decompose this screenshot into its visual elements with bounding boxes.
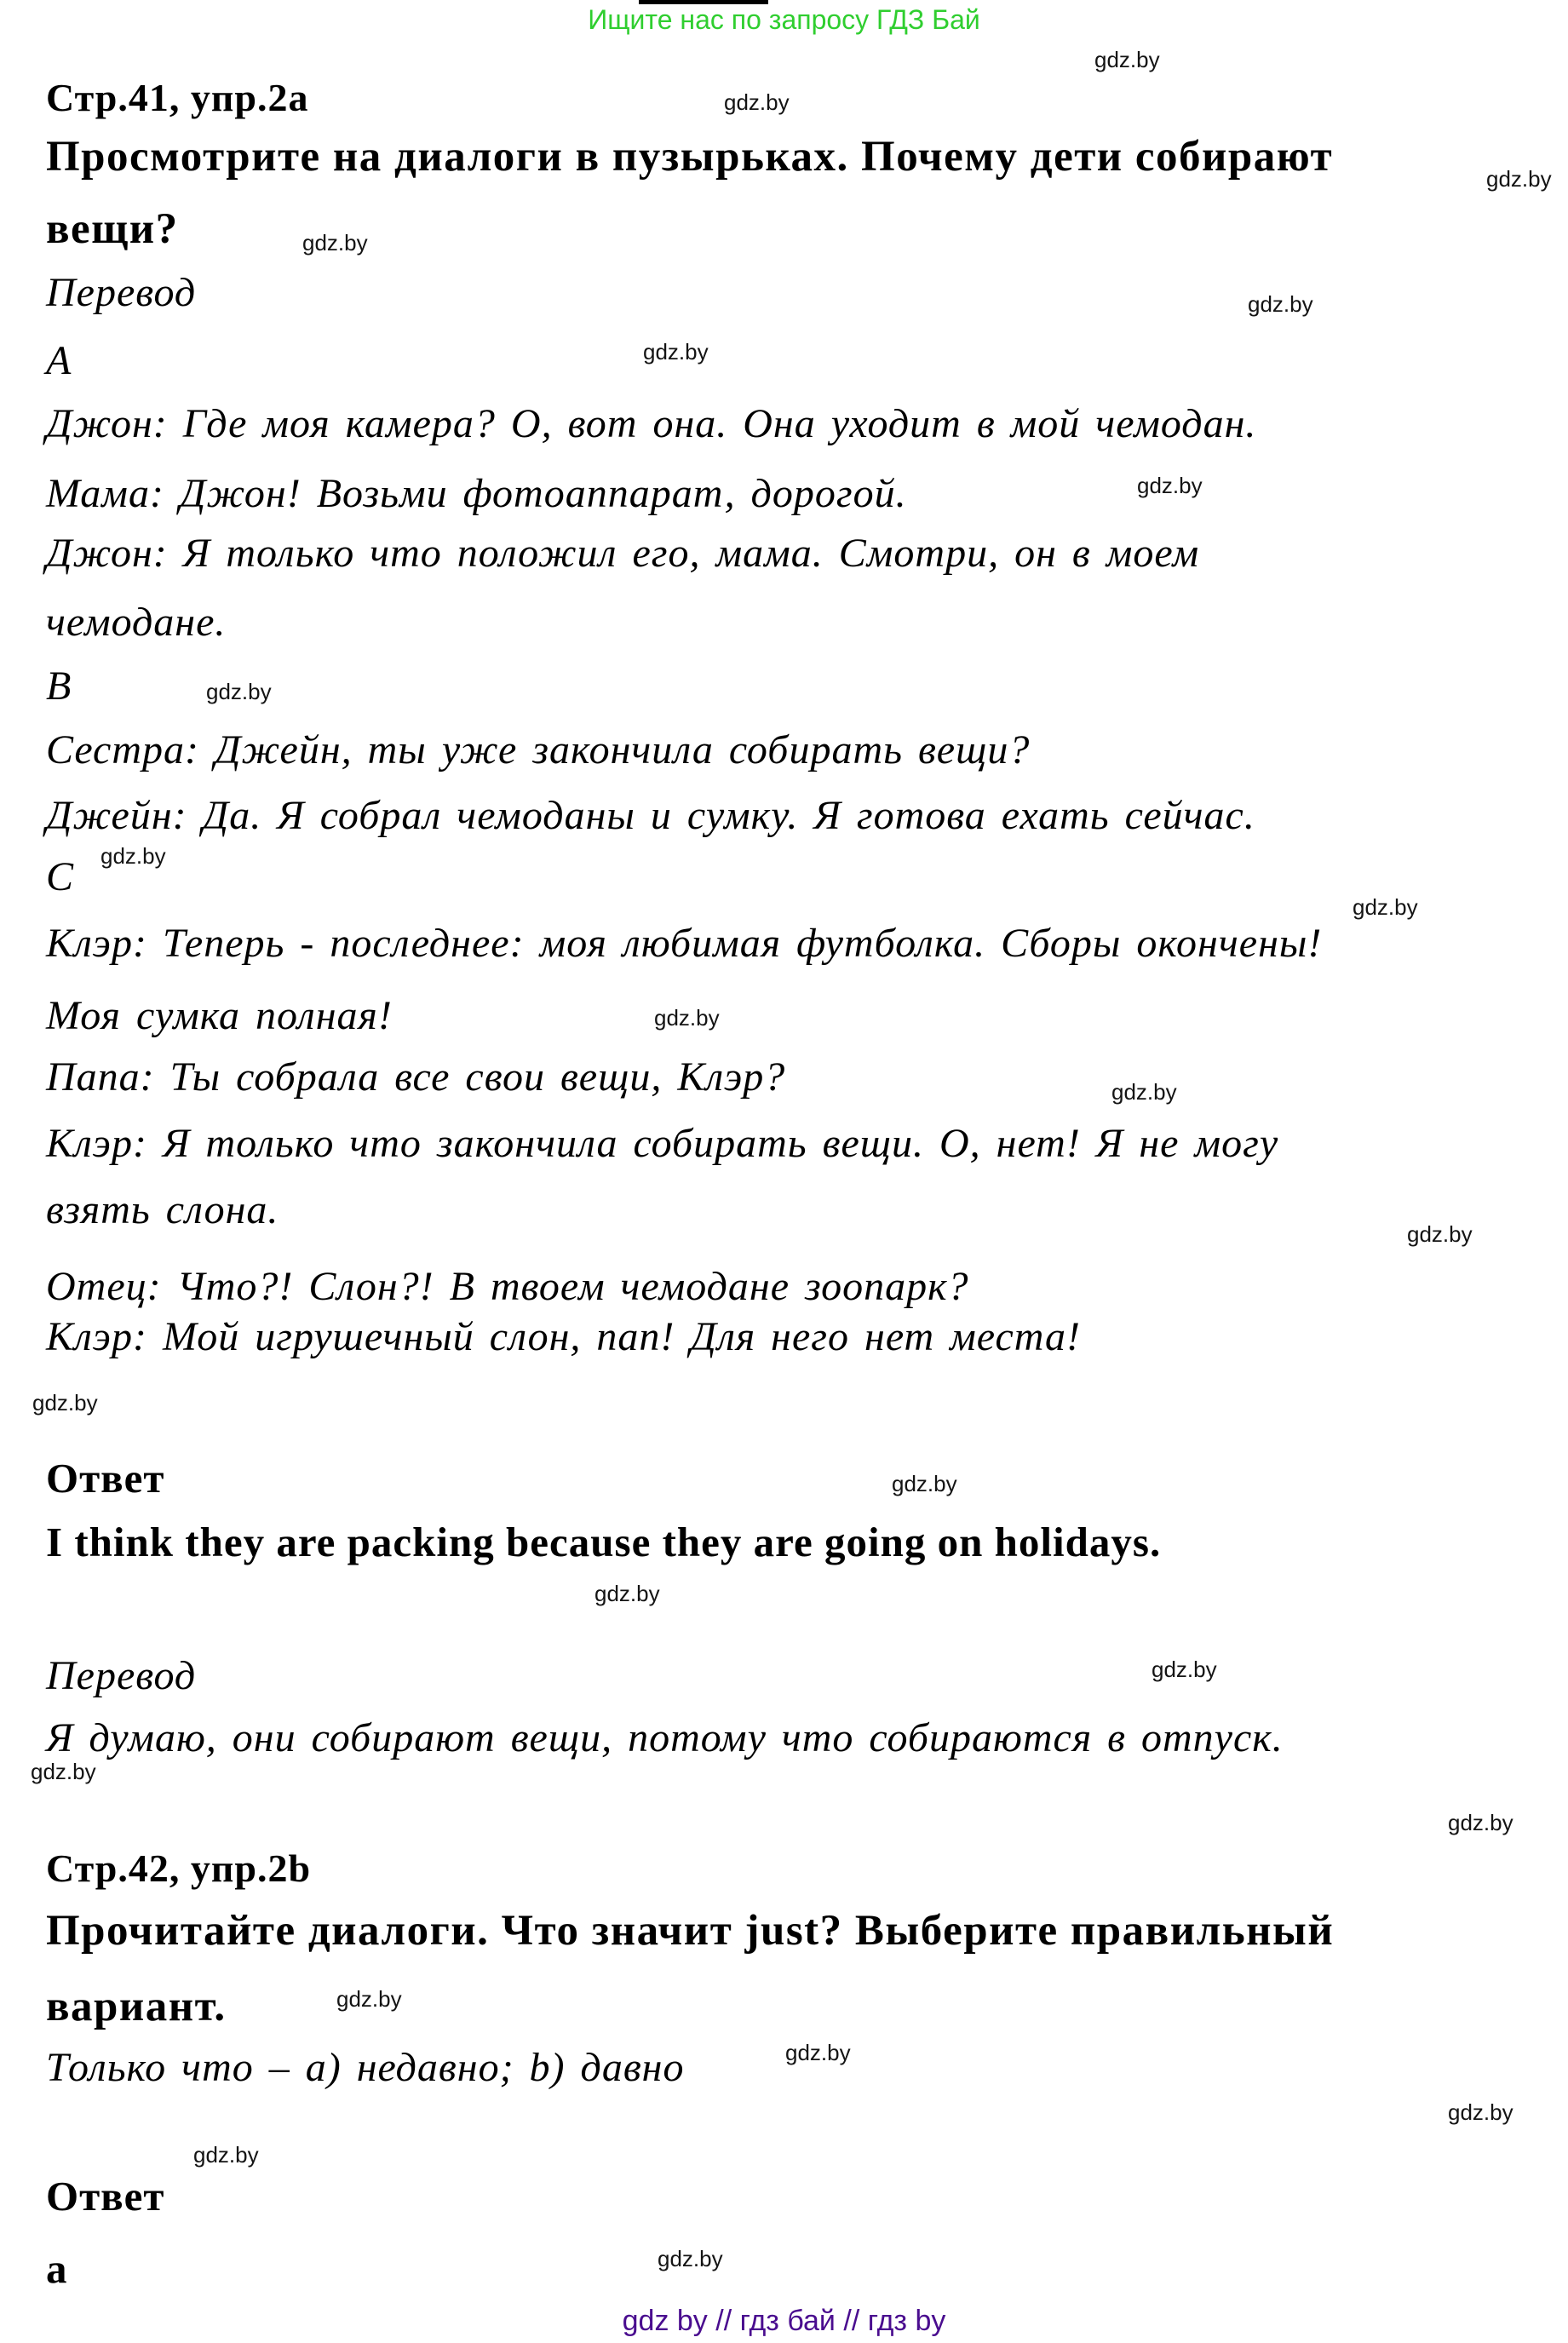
dialog-line: Моя сумка полная! [46, 993, 393, 1038]
exercise-2b-task-line-2: вариант. [46, 1983, 227, 2030]
dialog-line: Клэр: Я только что закончила собирать вещи. О, нет! Я не могу [46, 1121, 1279, 1166]
dialog-line: чемодане. [46, 600, 227, 645]
exercise-2a-task-line-1: Просмотрите на диалоги в пузырьках. Почему дети собирают [46, 133, 1334, 181]
gdz-watermark: gdz.by [892, 1471, 957, 1496]
answer-text: I think they are packing because they are going on holidays. [46, 1519, 1162, 1565]
dialog-line: Сестра: Джейн, ты уже закончила собирать вещи? [46, 727, 1031, 772]
answer-label: Ответ [46, 1455, 165, 1502]
exercise-2b-title: Стр.42, упр.2b [46, 1846, 312, 1890]
gdz-watermark: gdz.by [336, 1986, 402, 2012]
gdz-watermark: gdz.by [594, 1581, 660, 1606]
dialog-b-label: В [46, 663, 72, 709]
footer-links: gdz by // гдз бай // гдз by [622, 2305, 946, 2337]
gdz-watermark: gdz.by [1248, 291, 1313, 317]
gdz-watermark: gdz.by [32, 1390, 98, 1416]
gdz-watermark: gdz.by [1407, 1221, 1473, 1247]
gdz-watermark: gdz.by [302, 230, 368, 256]
gdz-watermark: gdz.by [1486, 166, 1552, 192]
gdz-watermark: gdz.by [101, 843, 166, 869]
translation-label: Перевод [46, 1653, 197, 1698]
dialog-line: Клэр: Мой игрушечный слон, пап! Для него нет места! [46, 1314, 1082, 1359]
dialog-line: Джейн: Да. Я собрал чемоданы и сумку. Я готова ехать сейчас. [46, 793, 1255, 838]
dialog-line: Мама: Джон! Возьми фотоаппарат, дорогой. [46, 471, 907, 516]
translation-label: Перевод [46, 270, 197, 315]
gdz-watermark: gdz.by [1448, 1810, 1513, 1835]
gdz-watermark: gdz.by [1111, 1079, 1177, 1105]
promo-banner: Ищите нас по запросу ГДЗ Бай [588, 4, 980, 35]
dialog-line: Клэр: Теперь - последнее: моя любимая футболка. Сборы окончены! [46, 921, 1323, 966]
gdz-watermark: gdz.by [1137, 473, 1203, 498]
answer-text: a [46, 2245, 68, 2292]
gdz-watermark: gdz.by [724, 89, 790, 115]
exercise-2b-task-line-1: Прочитайте диалоги. Что значит just? Выберите правильный [46, 1907, 1335, 1955]
dialog-c-label: С [46, 854, 75, 899]
gdz-watermark: gdz.by [193, 2142, 259, 2168]
gdz-watermark: gdz.by [31, 1759, 96, 1784]
answer-translation: Я думаю, они собирают вещи, потому что собираются в отпуск. [46, 1715, 1284, 1760]
gdz-watermark: gdz.by [658, 2246, 723, 2271]
gdz-watermark: gdz.by [1353, 894, 1418, 920]
gdz-watermark: gdz.by [1448, 2099, 1513, 2125]
gdz-watermark: gdz.by [654, 1005, 720, 1031]
gdz-watermark: gdz.by [643, 339, 709, 365]
dialog-a-label: А [46, 338, 72, 383]
exercise-2a-title: Стр.41, упр.2a [46, 76, 309, 119]
gdz-watermark: gdz.by [1152, 1657, 1217, 1682]
exercise-2a-task-line-2: вещи? [46, 205, 179, 253]
dialog-line: Папа: Ты собрала все свои вещи, Клэр? [46, 1054, 786, 1100]
dialog-line: взять слона. [46, 1187, 279, 1232]
answer-label: Ответ [46, 2173, 165, 2220]
gdz-watermark: gdz.by [1094, 47, 1160, 72]
dialog-line: Отец: Что?! Слон?! В твоем чемодане зоопарк? [46, 1264, 969, 1309]
dialog-line: Джон: Где моя камера? О, вот она. Она уходит в мой чемодан. [46, 401, 1257, 446]
options-line: Только что – a) недавно; b) давно [46, 2045, 685, 2090]
gdz-watermark: gdz.by [785, 2040, 851, 2065]
dialog-line: Джон: Я только что положил его, мама. Смотри, он в моем [46, 531, 1200, 576]
gdz-watermark: gdz.by [206, 679, 272, 704]
